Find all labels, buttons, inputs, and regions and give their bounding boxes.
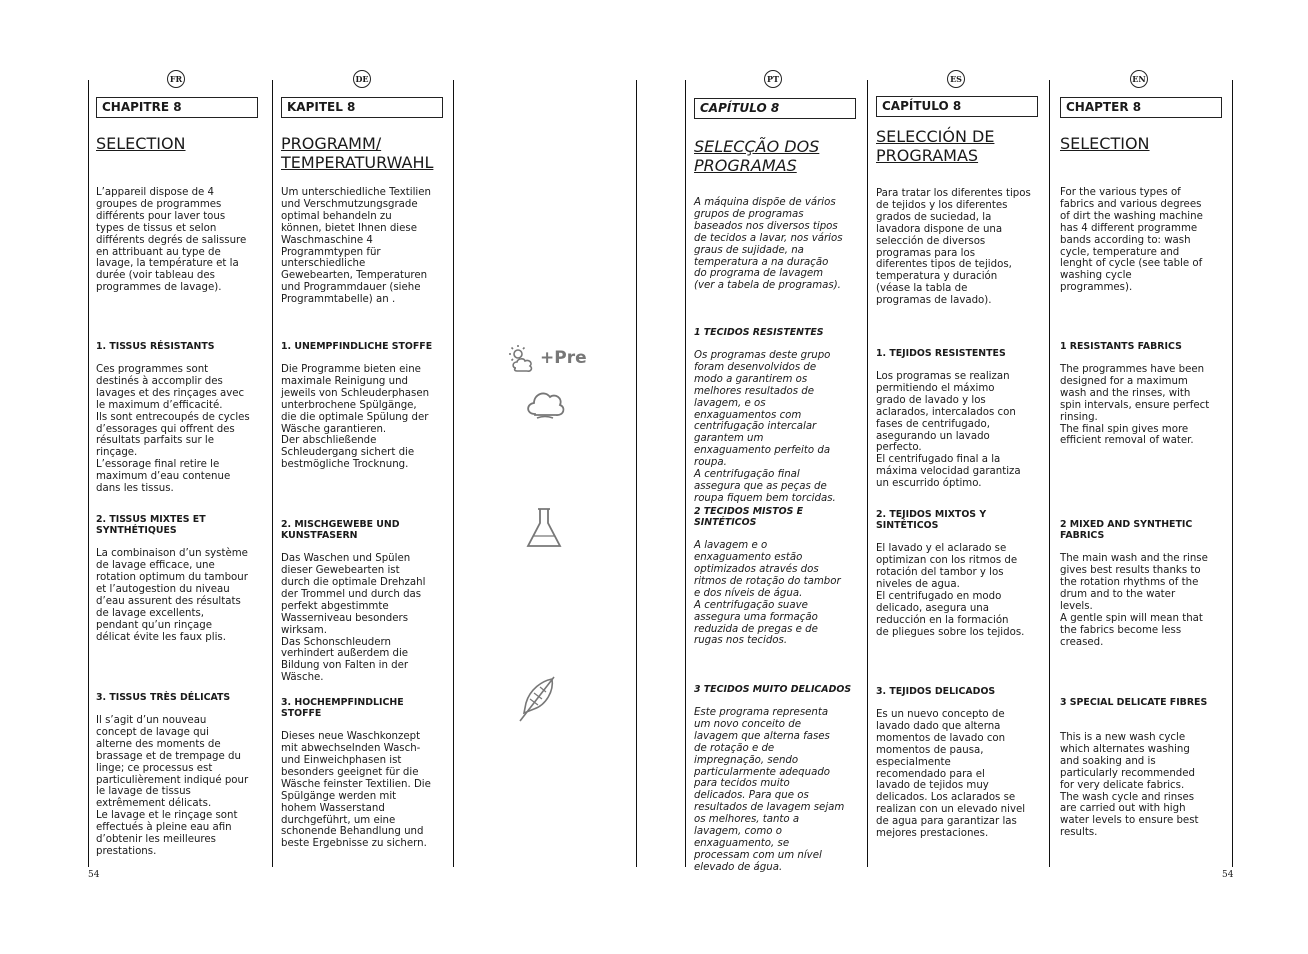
chapter-box: KAPITEL 8 xyxy=(281,97,443,118)
chapter-box: CAPÍTULO 8 xyxy=(876,96,1038,117)
section-3-heading: 3 SPECIAL DELICATE FIBRES xyxy=(1060,696,1208,708)
column-fr xyxy=(96,97,258,857)
column-es xyxy=(876,96,1038,856)
page-number-left: 54 xyxy=(88,870,100,880)
section-3-body: Este programa representa um novo conceito de lavagem que alterna fases de rotação e de impregnação, sendo particularmente adequado para tecidos muito delicados. Para que os resultados de lavagem sejam os melhores, tanto a lavagem, como o enxaguamento, se processam com um nível elevado de água. xyxy=(694,707,845,873)
section-1-body: Os programas deste grupo foram desenvolvidos de modo a garantirem os melhores resultados de lavagem, e os enxaguamentos com centrifugação intercalar garantem um enxaguamento perfeito da roupa. A centrifugação final assegura que as peças de roupa fiquem bem torcidas. xyxy=(694,350,836,504)
section-1-body: The programmes have been designed for a maximum wash and the rinses, with spin intervals, ensure perfect rinsing. The final spin gives more efficient removal of water. xyxy=(1060,364,1210,447)
section-3-body: Es un nuevo concepto de lavado dado que alterna momentos de lavado con momentos de pausa, especialmente recomendado para el lavado de tejidos muy delicados. Los aclarados se realizan con un elevado nivel de agua para garantizar las mejores prestaciones. xyxy=(876,709,1026,840)
section-1-heading: 1. UNEMPFINDLICHE STOFFE xyxy=(281,340,433,352)
column-divider xyxy=(453,80,454,867)
section-1-heading: 1. TISSUS RÉSISTANTS xyxy=(96,340,215,352)
section-title: SELECÇÃO DOS PROGRAMAS xyxy=(694,137,820,175)
section-3-heading: 3. HOCHEMPFINDLICHE STOFFE xyxy=(281,696,404,720)
section-3-heading: 3 TECIDOS MUITO DELICADOS xyxy=(694,683,852,695)
page-number-right: 54 xyxy=(1222,870,1234,880)
column-de xyxy=(281,97,443,857)
section-title: SELECCIÓN DE PROGRAMAS xyxy=(876,127,995,165)
column-divider xyxy=(272,80,273,867)
intro-text: L’appareil dispose de 4 groupes de programmes différents pour laver tous types de tissus et selon différents degrés de salissure en attribuant au type de lavage, la température et la durée (voir tableau des programmes de lavage). xyxy=(96,187,247,294)
section-3 xyxy=(876,674,1038,840)
section-1-body: Los programas se realizan permitiendo el máximo grado de lavado y los aclarados, intercalados con fases de centrifugado, asegurando un lavado perfecto. El centrifugado final a la máxima velocidad garantiza un escurrido óptimo. xyxy=(876,371,1021,490)
section-1-body: Die Programme bieten eine maximale Reinigung und jeweils von Schleuderphasen unterbrochene Spülgänge, die die optimale Spülung der Wäsche garantieren. Der abschließende Schleudergang sichert die bestmögliche Trocknung. xyxy=(281,364,430,471)
section-3 xyxy=(281,685,443,850)
section-2 xyxy=(876,497,1038,638)
column-divider xyxy=(1232,80,1233,867)
intro-text: For the various types of fabrics and various degrees of dirt the washing machine has 4 different programme bands according to: wash cycle, temperature and lenght of cycle (see table of washing cycle programmes). xyxy=(1060,187,1203,294)
section-3-body: Dieses neue Waschkonzept mit abwechselnden Wasch- und Einweichphasen ist besonders geeignet für die Wäsche feinster Textilien. Die Spülgänge werden mit hohem Wasserstand durchgeführt, um eine schonende Behandlung und beste Ergebnisse zu sichern. xyxy=(281,731,431,850)
section-3-heading: 3. TEJIDOS DELICADOS xyxy=(876,685,996,697)
section-title: SELECTION xyxy=(1060,134,1150,153)
page-fold-divider xyxy=(636,80,637,867)
section-2-body: Das Waschen und Spülen dieser Gewebearten ist durch die optimale Drehzahl der Trommel und durch das perfekt abgestimmte Wasserniveau besonders wirksam. Das Schonschleudern verhindert außerdem die Bildung von Falten in der Wäsche. xyxy=(281,553,426,684)
column-pt xyxy=(694,98,856,873)
language-badge-fr: FR xyxy=(167,70,185,88)
column-divider xyxy=(867,80,868,867)
section-3-heading: 3. TISSUS TRÈS DÉLICATS xyxy=(96,691,231,703)
column-divider xyxy=(1049,80,1050,867)
prewash-label: +Pre xyxy=(540,348,587,368)
cotton-icon xyxy=(523,384,567,424)
language-badge-es: ES xyxy=(947,70,965,88)
section-3 xyxy=(694,672,856,874)
section-2-heading: 2 MIXED AND SYNTHETIC FABRICS xyxy=(1060,518,1193,542)
section-2-body: El lavado y el aclarado se optimizan con los ritmos de rotación del tambor y los niveles de agua. El centrifugado en modo delicado, asegura una reducción en la formación de pliegues sobre los tejidos. xyxy=(876,543,1025,638)
chapter-box: CAPÍTULO 8 xyxy=(694,98,856,119)
section-2 xyxy=(96,502,258,643)
flask-icon xyxy=(524,506,564,550)
intro-text: A máquina dispõe de vários grupos de programas baseados nos diversos tipos de tecidos a lavar, nos vários graus de sujidade, na temperatura a na duração do programa de lavagem (ver a tabela de programas). xyxy=(694,197,843,292)
section-1 xyxy=(281,329,443,471)
section-2-body: The main wash and the rinse gives best results thanks to the rotation rhythms of the drum and to the water levels. A gentle spin will mean that the fabrics become less creased. xyxy=(1060,553,1208,648)
section-2-body: A lavagem e o enxaguamento estão optimizados através dos ritmos de rotação do tambor e dos níveis de água. A centrifugação suave assegura uma formação reduzida de pregas e de rugas nos tecidos. xyxy=(694,540,841,647)
section-title: SELECTION xyxy=(96,134,186,153)
section-3-body: Il s’agit d’un nouveau concept de lavage qui alterne des moments de brassage et de trempage du linge; ce processus est particulièrement indiqué pour le lavage de tissus extrêmement délicats. Le lavage et le rinçage sont effectués à pleine eau afin d’obtenir les meilleures prestations. xyxy=(96,715,249,857)
section-1-body: Ces programmes sont destinés à accomplir des lavages et des rinçages avec le maximum d’efficacité. Ils sont entrecoupés de cycles d’essorages qui offrent des résultats parfaits sur le rinçage. L’essorage final retire le maximum d’eau contenue dans les tissus. xyxy=(96,364,250,495)
section-title: PROGRAMM/ TEMPERATURWAHL xyxy=(281,134,434,172)
language-badge-en: EN xyxy=(1130,70,1148,88)
language-badge-pt: PT xyxy=(764,70,782,88)
chapter-box: CHAPITRE 8 xyxy=(96,97,258,118)
section-1-heading: 1. TEJIDOS RESISTENTES xyxy=(876,347,1006,359)
section-1 xyxy=(876,336,1038,490)
column-en xyxy=(1060,97,1222,857)
section-3 xyxy=(96,680,258,858)
language-badge-de: DE xyxy=(353,70,371,88)
column-divider xyxy=(88,80,89,867)
section-2 xyxy=(281,507,443,684)
section-1-heading: 1 RESISTANTS FABRICS xyxy=(1060,340,1182,352)
section-2 xyxy=(1060,507,1222,648)
section-2-body: La combinaison d’un système de lavage efficace, une rotation optimum du tambour et l’autogestion du niveau d’eau assurent des résultats de lavage excellents, pendant qu’un rinçage délicat évite les faux plis. xyxy=(96,548,248,643)
section-2-heading: 2. MISCHGEWEBE UND KUNSTFASERN xyxy=(281,518,400,542)
section-1 xyxy=(1060,329,1222,447)
feather-icon xyxy=(516,675,558,723)
intro-text: Para tratar los diferentes tipos de tejidos y los diferentes grados de suciedad, la lavadora dispone de una selección de diversos programas para los diferentes tipos de tejidos, temperatura y duración (véase la tabla de programas de lavado). xyxy=(876,188,1031,307)
section-2-heading: 2. TEJIDOS MIXTOS Y SINTÉTICOS xyxy=(876,508,987,532)
section-3 xyxy=(1060,685,1222,839)
chapter-box: CHAPTER 8 xyxy=(1060,97,1222,118)
intro-text: Um unterschiedliche Textilien und Verschmutzungsgrade optimal behandeln zu können, bietet Ihnen diese Waschmaschine 4 Programmtypen für unterschiedliche Gewebearten, Temperaturen und Programmdauer (siehe Programmtabelle) an . xyxy=(281,187,431,306)
section-2-heading: 2. TISSUS MIXTES ET SYNTHÉTIQUES xyxy=(96,513,206,537)
section-1 xyxy=(694,315,856,505)
section-1-heading: 1 TECIDOS RESISTENTES xyxy=(694,326,824,338)
section-1 xyxy=(96,329,258,495)
section-2-heading: 2 TECIDOS MISTOS E SINTÉTICOS xyxy=(694,505,804,529)
column-divider xyxy=(685,80,686,867)
prewash-icon xyxy=(506,344,590,376)
section-2 xyxy=(694,494,856,647)
section-3-body: This is a new wash cycle which alternates washing and soaking and is particularly recommended for very delicate fabrics. The wash cycle and rinses are carried out with high water levels to ensure best results. xyxy=(1060,732,1199,839)
